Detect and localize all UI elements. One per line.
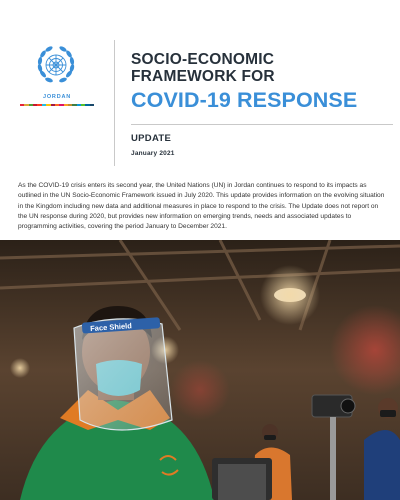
- vertical-divider: [114, 40, 115, 166]
- sdg-color-strip: [20, 104, 94, 106]
- cover-photo: [0, 240, 400, 500]
- title-line-3: COVID-19 RESPONSE: [131, 88, 358, 112]
- title-block: [131, 51, 393, 113]
- update-date: January 2021: [131, 150, 175, 157]
- title-line-2: FRAMEWORK FOR: [131, 68, 275, 85]
- face-shield-label: Face Shield: [89, 321, 133, 334]
- horizontal-divider: [131, 124, 393, 125]
- un-logo: [18, 44, 96, 112]
- update-label: UPDATE: [131, 133, 172, 144]
- intro-paragraph: As the COVID-19 crisis enters its second year, the United Nations (UN) in Jordan continues to respond to its impacts as outlined in the UN Socio-Economic Framework issued in July 2020. This update provides information on the evolving situation in the Kingdom including new data and additional measures in place to respond to the crisis. The Update does not report on the UN response during 2020, but provides new information on emerging trends, needs and associated updates to programming activities, covering the period January to December 2021.: [18, 182, 385, 231]
- sdg-color-segment: [90, 104, 94, 106]
- un-emblem-icon: [32, 44, 80, 88]
- org-name: JORDAN: [42, 94, 72, 100]
- title-line-1: SOCIO-ECONOMIC: [131, 51, 275, 68]
